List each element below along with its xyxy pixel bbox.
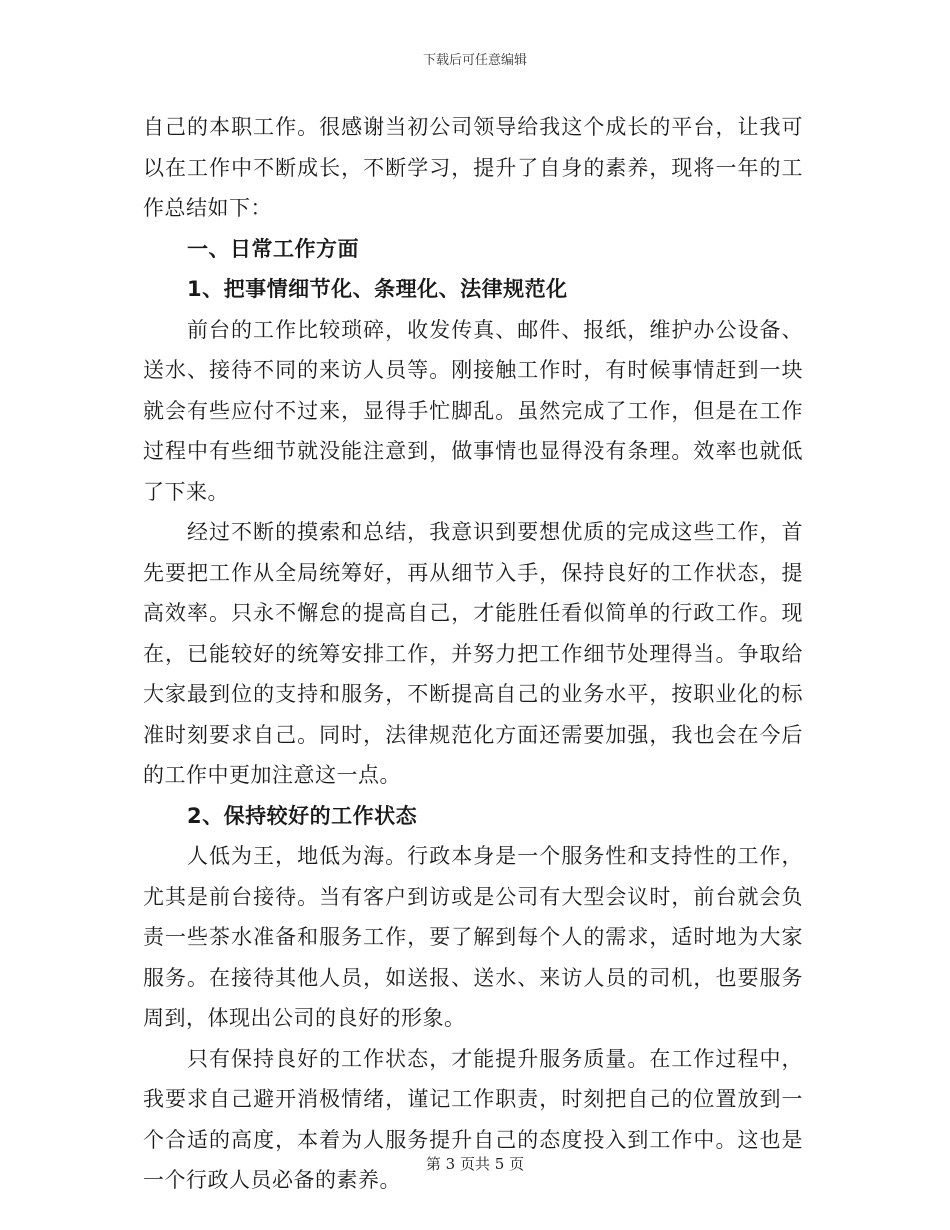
section-heading-daily-work: 一、日常工作方面: [187, 236, 359, 261]
paragraph-service-support: 人低为王，地低为海。行政本身是一个服务性和支持性的工作，尤其是前台接待。当有客户到访或是公司有大型会议时，前台就会负责一些茶水准备和服务工作，要了解到每个人的需求，适时地为大家服务。在接待其他人员，如送报、送水、来访人员的司机，也要服务周到，体现出公司的良好的形象。: [143, 844, 803, 1030]
page-number-footer: 第 3 页共 5 页: [425, 1155, 525, 1173]
paragraph-service-quality: 只有保持良好的工作状态，才能提升服务质量。在工作过程中，我要求自己避开消极情绪，谨记工作职责，时刻把自己的位置放到一个合适的高度，本着为人服务提升自己的态度投入到工作中。这也是一个行政人员必备的素养。: [143, 1046, 803, 1192]
page-header: 下载后可任意编辑: [422, 53, 527, 68]
intro-paragraph: 自己的本职工作。很感谢当初公司领导给我这个成长的平台，让我可以在工作中不断成长，不断学习，提升了自身的素养，现将一年的工作总结如下：: [143, 115, 803, 220]
paragraph-exploration-summary: 经过不断的摸索和总结，我意识到要想优质的完成这些工作，首先要把工作从全局统筹好，再从细节入手，保持良好的工作状态，提高效率。只永不懈怠的提高自己，才能胜任看似简单的行政工作。现在，已能较好的统筹安排工作，并努力把工作细节处理得当。争取给大家最到位的支持和服务，不断提高自己的业务水平，按职业化的标准时刻要求自己。同时，法律规范化方面还需要加强，我也会在今后的工作中更加注意这一点。: [143, 520, 803, 787]
subheading-detail-organization: 1、把事情细节化、条理化、法律规范化: [187, 277, 568, 301]
subheading-work-state: 2、保持较好的工作状态: [187, 803, 418, 828]
paragraph-front-desk-work: 前台的工作比较琐碎，收发传真、邮件、报纸，维护办公设备、送水、接待不同的来访人员等。刚接触工作时，有时候事情赶到一块就会有些应付不过来，显得手忙脚乱。虽然完成了工作，但是在工作过程中有些细节就没能注意到，做事情也显得没有条理。效率也就低了下来。: [143, 317, 803, 504]
document-body: [143, 107, 803, 1201]
